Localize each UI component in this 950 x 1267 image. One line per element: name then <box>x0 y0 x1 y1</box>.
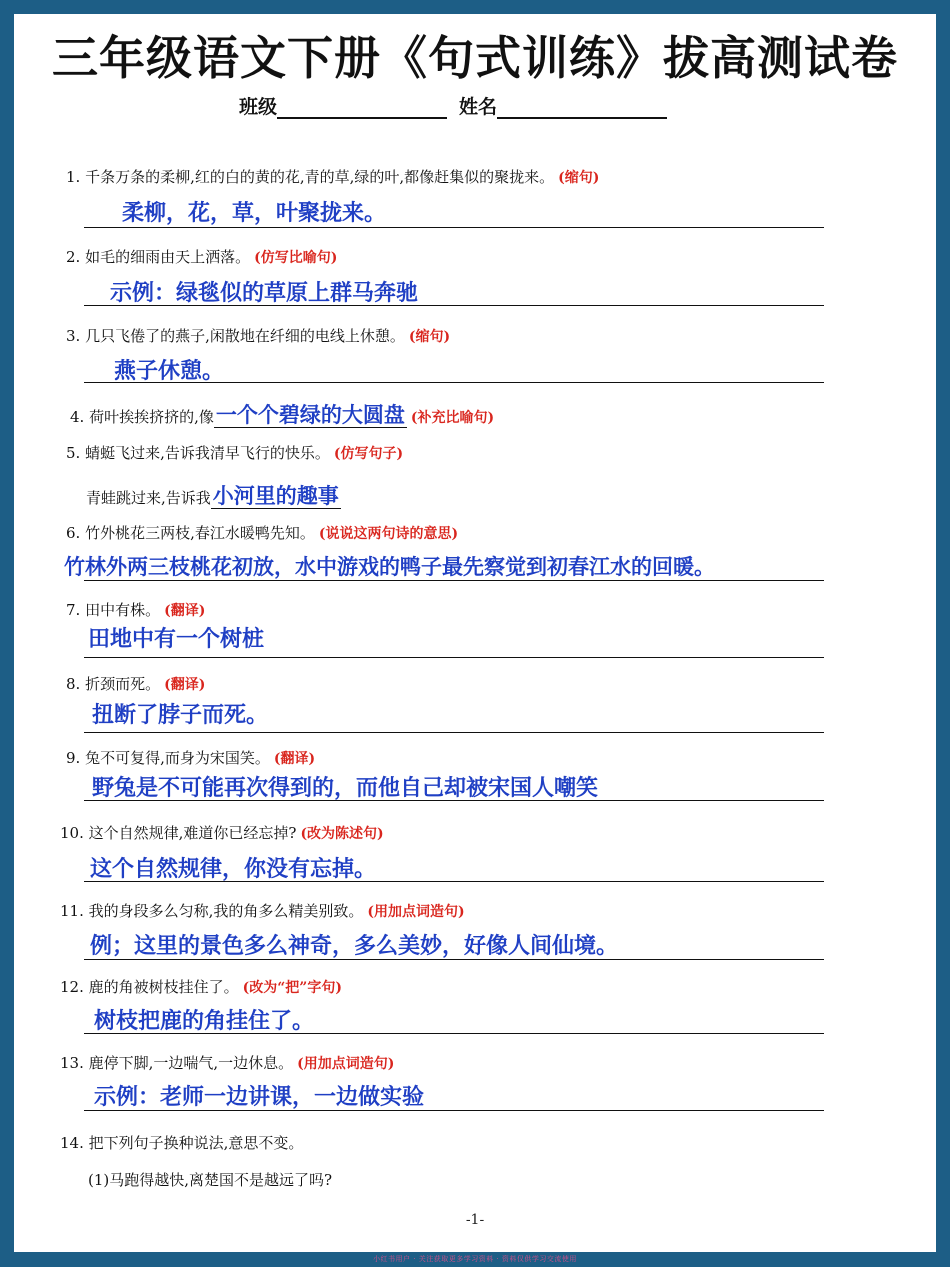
answer-line <box>84 1033 824 1034</box>
question-hint: (用加点词造句) <box>367 904 465 920</box>
answer-3: 燕子休憩。 <box>114 359 225 384</box>
question-6 <box>66 522 458 543</box>
student-info <box>239 92 667 119</box>
question-4 <box>70 399 494 429</box>
answer-6: 竹林外两三枝桃花初放，水中游戏的鸭子最先察觉到初春江水的回暖。 <box>64 555 715 579</box>
question-text: 8. 折颈而死。 <box>66 675 161 693</box>
worksheet-page <box>14 14 936 1252</box>
question-text: 9. 兔不可复得,而身为宋国笑。 <box>66 749 270 767</box>
answer-line <box>84 382 824 383</box>
sub-text: 青蛙跳过来,告诉我 <box>86 489 211 507</box>
question-text: 11. 我的身段多么匀称,我的角多么精美别致。 <box>60 902 364 920</box>
answer-line <box>84 1110 824 1111</box>
question-14 <box>60 1132 303 1153</box>
name-label: 姓名 <box>459 96 498 118</box>
question-13 <box>60 1052 394 1073</box>
question-2 <box>66 246 337 267</box>
question-text: 5. 蜻蜓飞过来,告诉我清早飞行的快乐。 <box>66 444 330 462</box>
answer-11: 例；这里的景色多么神奇，多么美妙，好像人间仙境。 <box>90 934 619 959</box>
page-number: -1- <box>465 1212 485 1228</box>
question-5-sub <box>86 480 341 510</box>
answer-line <box>84 881 824 882</box>
question-hint: (用加点词造句) <box>297 1056 395 1072</box>
question-text: 14. 把下列句子换种说法,意思不变。 <box>60 1134 304 1152</box>
question-text: 13. 鹿停下脚,一边喘气,一边休息。 <box>60 1054 294 1072</box>
question-hint: (改为陈述句) <box>300 826 384 842</box>
question-1 <box>66 166 599 187</box>
question-text: 3. 几只飞倦了的燕子,闲散地在纤细的电线上休憩。 <box>66 327 405 345</box>
answer-8: 扭断了脖子而死。 <box>92 703 269 728</box>
answer-12: 树枝把鹿的角挂住了。 <box>94 1009 315 1034</box>
question-text: 4. 荷叶挨挨挤挤的,像 <box>70 408 214 426</box>
question-hint: (说说这两句诗的意思) <box>318 526 459 542</box>
answer-line <box>84 657 824 658</box>
answer-9: 野兔是不可能再次得到的，而他自己却被宋国人嘲笑 <box>92 776 599 801</box>
answer-4: 一个个碧绿的大圆盘 <box>215 403 405 427</box>
question-text: 2. 如毛的细雨由天上洒落。 <box>66 248 251 266</box>
question-text: 10. 这个自然规律,难道你已经忘掉? <box>60 824 297 842</box>
question-hint: (缩句) <box>408 329 451 345</box>
question-14-sub: (1)马跑得越快,离楚国不是越远了吗? <box>88 1171 333 1189</box>
answer-line <box>84 959 824 960</box>
question-text: 7. 田中有株。 <box>66 601 161 619</box>
question-hint: (翻译) <box>164 677 206 693</box>
answer-7: 田地中有一个树桩 <box>88 627 265 652</box>
footer-watermark: 小红书用户 · 关注获取更多学习资料 · 资料仅供学习交流使用 <box>0 1252 950 1267</box>
answer-10: 这个自然规律，你没有忘掉。 <box>90 857 377 882</box>
question-hint: (翻译) <box>273 751 316 767</box>
answer-line <box>84 732 824 733</box>
question-hint: (仿写比喻句) <box>254 250 338 266</box>
question-hint: (仿写句子) <box>333 446 404 462</box>
class-label: 班级 <box>239 96 278 118</box>
question-text: 6. 竹外桃花三两枝,春江水暖鸭先知。 <box>66 524 315 542</box>
question-5 <box>66 442 403 463</box>
question-3 <box>66 325 450 346</box>
question-text: 1. 千条万条的柔柳,红的白的黄的花,青的草,绿的叶,都像赶集似的聚拢来。 <box>66 168 555 186</box>
question-12 <box>60 976 342 997</box>
name-blank[interactable] <box>497 97 667 119</box>
question-hint: (缩句) <box>558 170 600 186</box>
question-7 <box>66 599 205 620</box>
class-blank[interactable] <box>277 97 447 119</box>
question-hint: (改为“把”字句) <box>242 980 342 996</box>
answer-line <box>84 800 824 801</box>
question-11 <box>60 900 465 921</box>
question-hint: (翻译) <box>164 603 206 619</box>
question-10 <box>60 822 384 843</box>
answer-5: 小河里的趣事 <box>212 484 339 508</box>
answer-line <box>84 227 824 228</box>
answer-1: 柔柳，花，草，叶聚拢来。 <box>122 201 387 226</box>
question-hint: (补充比喻句) <box>410 410 495 426</box>
answer-line <box>84 305 824 306</box>
page-title: 三年级语文下册《句式训练》拔高测试卷 <box>52 31 898 85</box>
question-9 <box>66 747 315 768</box>
question-8 <box>66 673 205 694</box>
answer-line <box>84 580 824 581</box>
question-text: 12. 鹿的角被树枝挂住了。 <box>60 978 239 996</box>
answer-2: 示例：绿毯似的草原上群马奔驰 <box>110 281 419 306</box>
answer-13: 示例：老师一边讲课，一边做实验 <box>94 1085 425 1110</box>
